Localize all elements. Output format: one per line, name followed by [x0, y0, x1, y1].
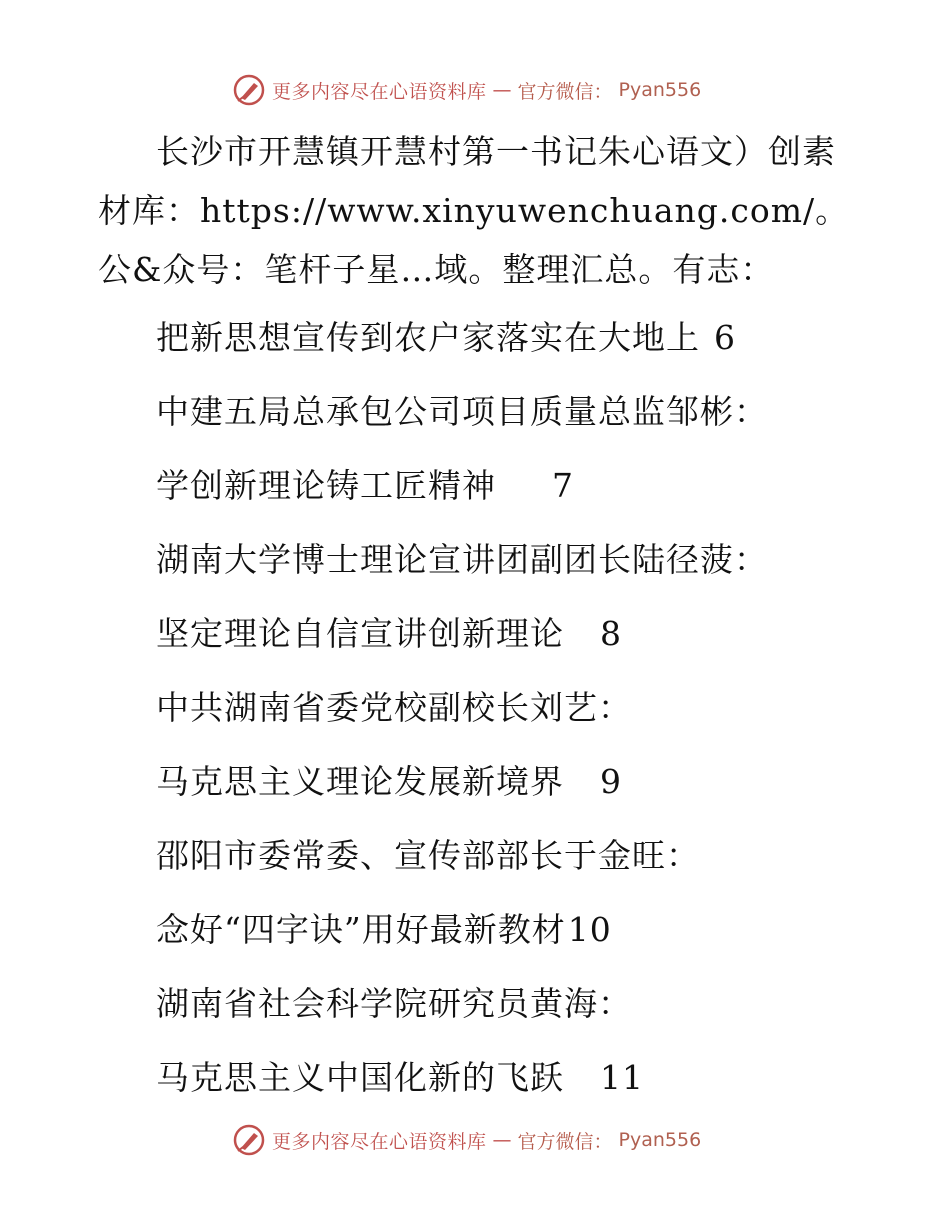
watermark-wechat-label: 官方微信：	[517, 1130, 613, 1153]
toc-entry-text: 学创新理论铸工匠精神	[156, 466, 496, 505]
toc-entry-text: 中共湖南省委党校副校长刘艺：	[156, 688, 632, 727]
toc-entry	[156, 762, 622, 802]
watermark-wechat-id: Pyan556	[618, 1129, 702, 1151]
toc-page-number: 11	[600, 1058, 644, 1097]
toc-entry	[156, 688, 646, 728]
toc-entry-text: 中建五局总承包公司项目质量总监邹彬：	[156, 392, 768, 431]
toc-page-number: 9	[600, 762, 622, 801]
toc-entry	[156, 984, 646, 1024]
toc-entry	[156, 466, 574, 506]
watermark-header	[232, 72, 701, 108]
toc-entry-text: 坚定理论自信宣讲创新理论	[156, 614, 564, 653]
watermark-wechat-id: Pyan556	[618, 79, 702, 101]
toc-entry	[156, 614, 622, 654]
toc-entry-text: 把新思想宣传到农户家落实在大地上	[156, 318, 700, 357]
toc-page-number: 8	[600, 614, 622, 653]
toc-entry-text: 马克思主义理论发展新境界	[156, 762, 564, 801]
toc-entry-text: 念好“四字诀”用好最新教材	[156, 910, 566, 949]
intro-paragraph: 长沙市开慧镇开慧村第一书记朱心语文）创素材库：https://www.xinyuwenchuang.com/。公&众号：笔杆子星…域。整理汇总。有志：	[98, 132, 850, 289]
watermark-dash: —	[492, 79, 512, 101]
toc-entry	[156, 318, 736, 358]
toc-page-number: 7	[552, 466, 574, 505]
toc-page-number: 6	[714, 318, 736, 357]
quill-logo-icon	[232, 73, 266, 107]
toc-entry	[156, 910, 612, 950]
quill-logo-icon	[232, 1123, 266, 1157]
toc-page-number: 10	[567, 910, 612, 949]
watermark-main-text: 更多内容尽在心语资料库	[272, 1130, 487, 1153]
toc-entry-text: 马克思主义中国化新的飞跃	[156, 1058, 564, 1097]
watermark-wechat-label: 官方微信：	[517, 80, 613, 103]
toc-entry	[156, 392, 782, 432]
toc-entry	[156, 836, 714, 876]
toc-entry	[156, 1058, 644, 1098]
watermark-dash: —	[492, 1129, 512, 1151]
toc-entry	[156, 540, 782, 580]
toc-entry-text: 湖南大学博士理论宣讲团副团长陆径菠：	[156, 540, 768, 579]
watermark-footer	[232, 1122, 701, 1158]
watermark-main-text: 更多内容尽在心语资料库	[272, 80, 487, 103]
toc-entry-text: 湖南省社会科学院研究员黄海：	[156, 984, 632, 1023]
toc-entry-text: 邵阳市委常委、宣传部部长于金旺：	[156, 836, 700, 875]
